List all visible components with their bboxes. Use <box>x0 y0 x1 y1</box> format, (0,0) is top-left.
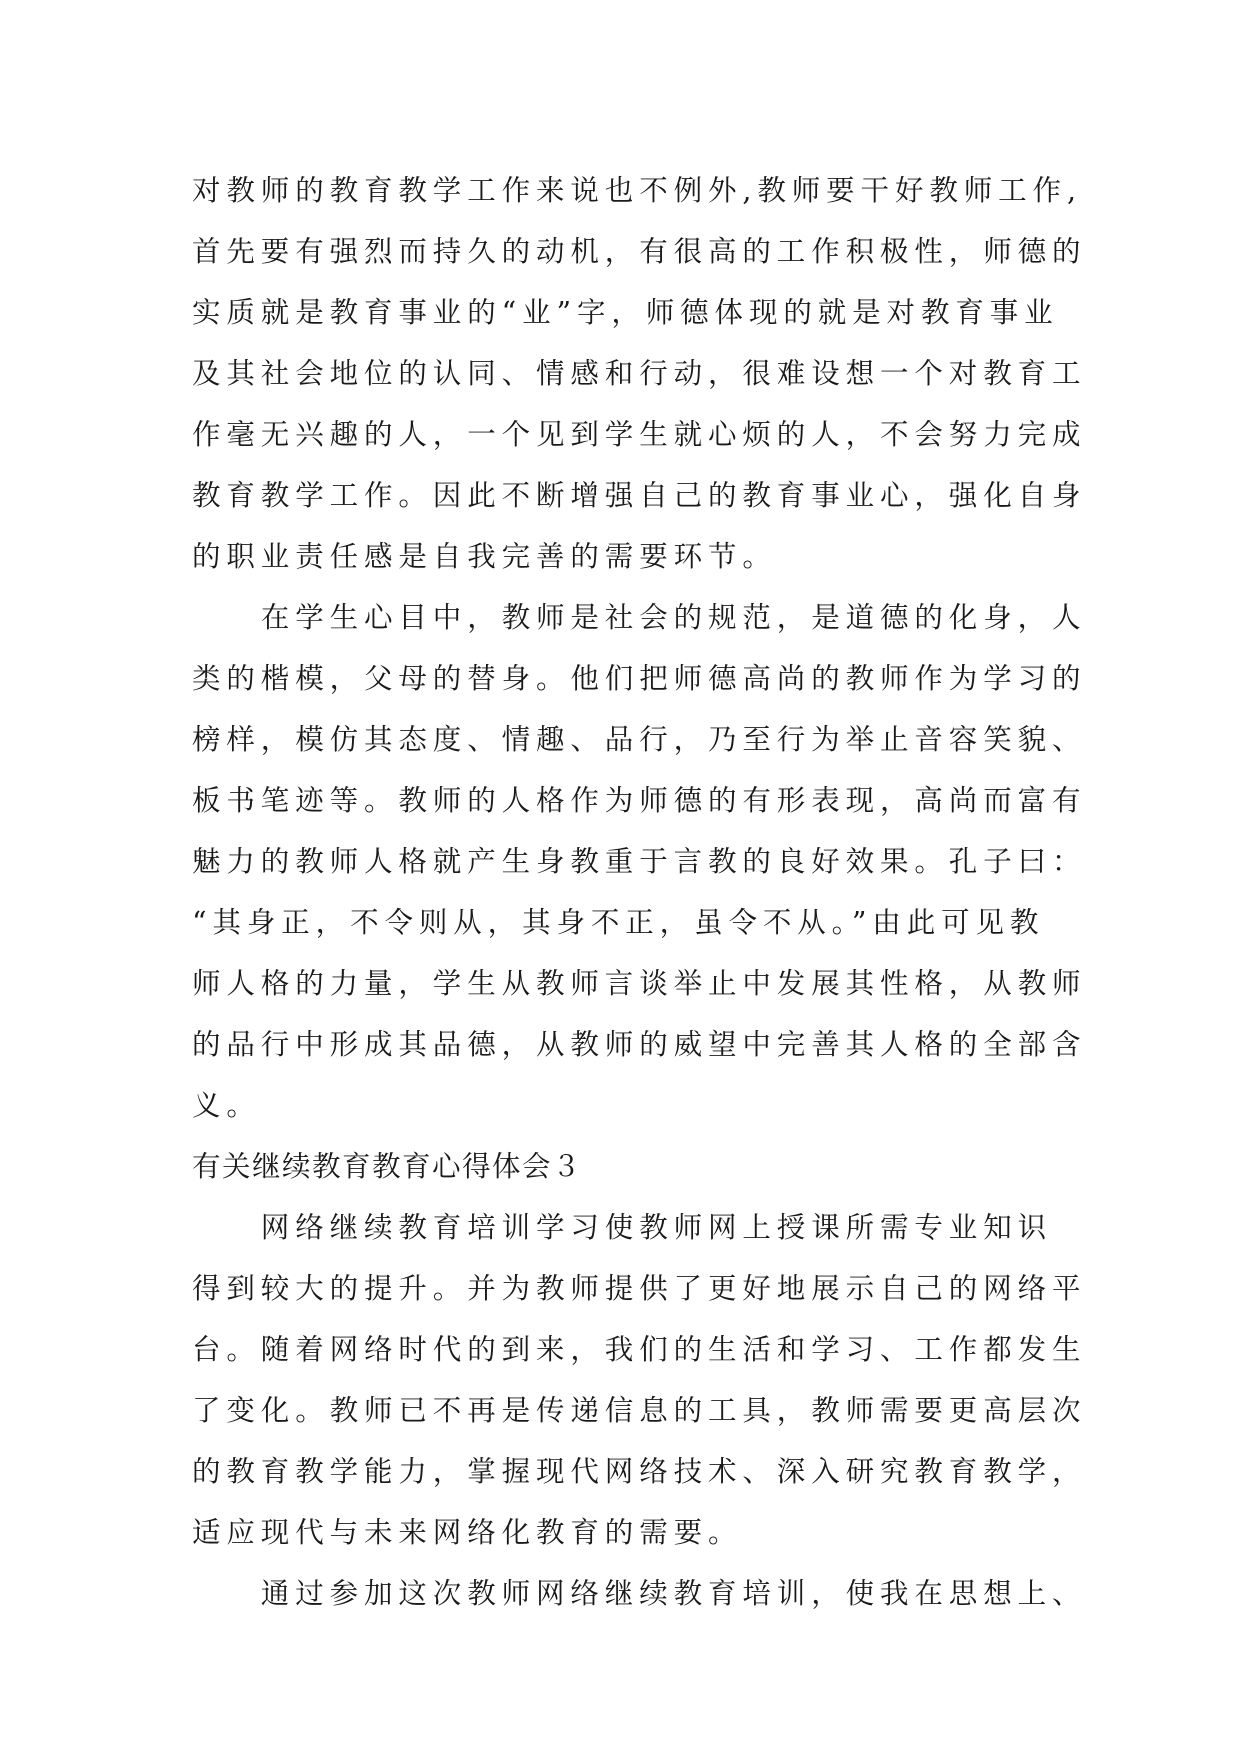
paragraph-start-line: 在学生心目中，教师是社会的规范，是道德的化身，人 <box>192 601 1087 634</box>
text-line: 首先要有强烈而持久的动机，有很高的工作积极性，师德的 <box>192 235 1087 268</box>
text-line: 板书笔迹等。教师的人格作为师德的有形表现，高尚而富有 <box>192 784 1087 817</box>
text-line: 教育教学工作。因此不断增强自己的教育事业心，强化自身 <box>192 479 1087 512</box>
text-line: “其身正，不令则从，其身不正，虽令不从。”由此可见教 <box>192 906 1045 939</box>
text-line: 实质就是教育事业的“业”字，师德体现的就是对教育事业 <box>192 296 1059 329</box>
text-line: 的教育教学能力，掌握现代网络技术、深入研究教育教学， <box>192 1455 1087 1488</box>
section-heading: 有关继续教育教育心得体会３ <box>192 1150 583 1183</box>
text-line: 义。 <box>192 1089 261 1122</box>
text-line: 得到较大的提升。并为教师提供了更好地展示自己的网络平 <box>192 1272 1087 1305</box>
text-line: 魅力的教师人格就产生身教重于言教的良好效果。孔子曰： <box>192 845 1087 878</box>
body-text <box>192 160 1092 1624</box>
text-line: 师人格的力量，学生从教师言谈举止中发展其性格，从教师 <box>192 967 1087 1000</box>
text-line: 类的楷模，父母的替身。他们把师德高尚的教师作为学习的 <box>192 662 1087 695</box>
text-line: 榜样，模仿其态度、情趣、品行，乃至行为举止音容笑貌、 <box>192 723 1087 756</box>
text-line: 对教师的教育教学工作来说也不例外,教师要干好教师工作, <box>192 174 1082 207</box>
text-line: 的职业责任感是自我完善的需要环节。 <box>192 540 777 573</box>
paragraph-start-line: 网络继续教育培训学习使教师网上授课所需专业知识 <box>192 1211 1053 1244</box>
text-line: 台。随着网络时代的到来，我们的生活和学习、工作都发生 <box>192 1333 1087 1366</box>
text-line: 适应现代与未来网络化教育的需要。 <box>192 1516 743 1549</box>
text-line: 作毫无兴趣的人，一个见到学生就心烦的人，不会努力完成 <box>192 418 1087 451</box>
text-line: 了变化。教师已不再是传递信息的工具，教师需要更高层次 <box>192 1394 1087 1427</box>
paragraph-start-line: 通过参加这次教师网络继续教育培训，使我在思想上、 <box>192 1577 1087 1610</box>
text-line: 及其社会地位的认同、情感和行动，很难设想一个对教育工 <box>192 357 1087 390</box>
text-line: 的品行中形成其品德，从教师的威望中完善其人格的全部含 <box>192 1028 1087 1061</box>
